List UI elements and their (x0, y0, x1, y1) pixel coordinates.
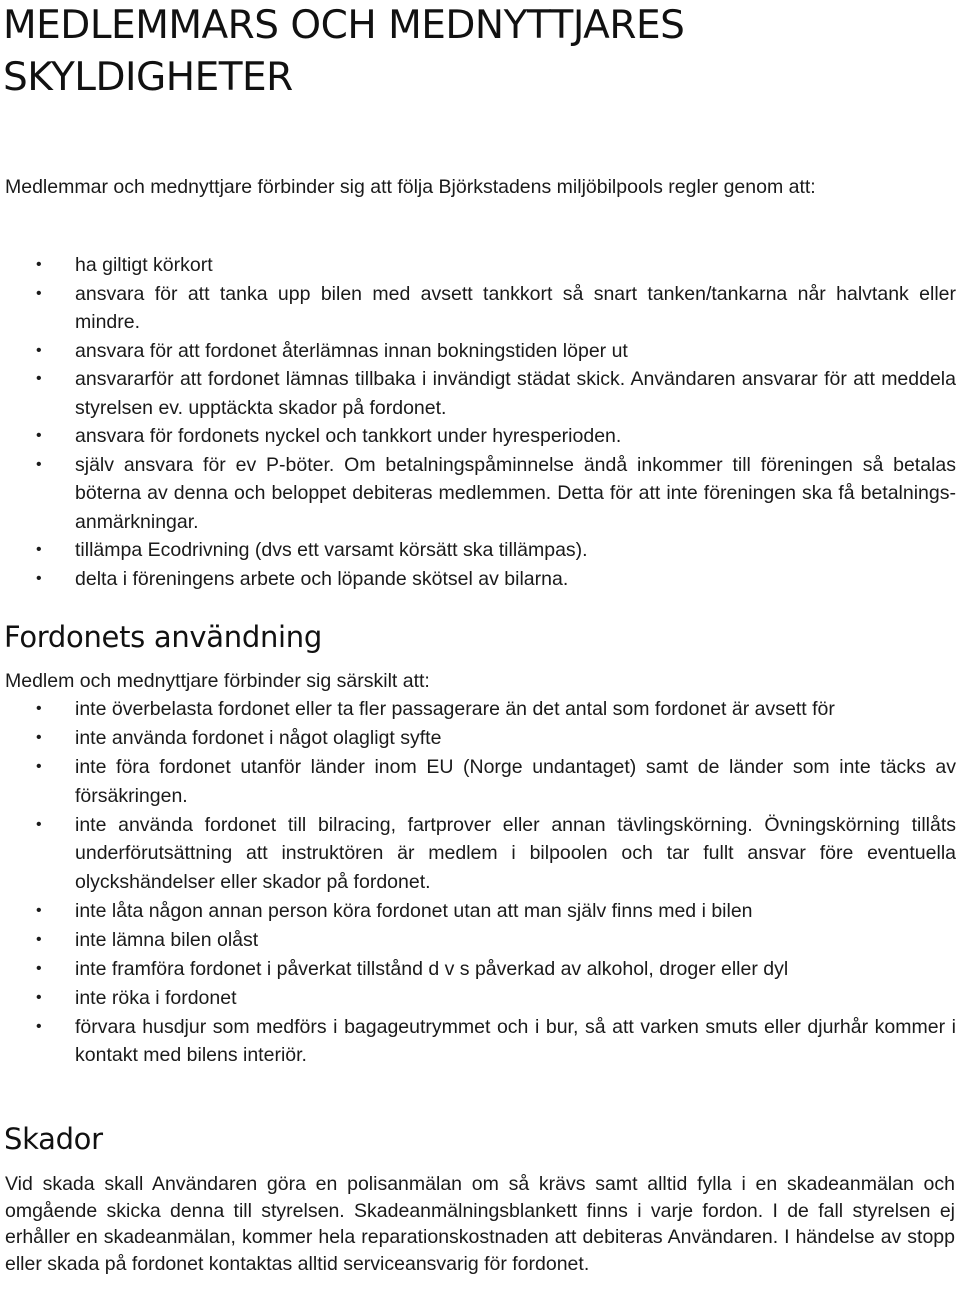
section-heading-damage: Skador (4, 1122, 103, 1156)
bullet-icon: • (36, 427, 42, 444)
bullet-icon: • (36, 729, 42, 746)
list-item-text: förvara husdjur som medförs i bagageutrymmet och i bur, så att varken smuts eller djurhår kommer i kontakt med bilens interiör. (75, 1015, 956, 1066)
list-item (0, 811, 960, 897)
list-item-text: ansvara för att fordonet återlämnas innan bokningstiden löper ut (75, 339, 628, 362)
list-item-text: tillämpa Ecodrivning (dvs ett varsamt körsätt ska tillämpas). (75, 539, 588, 561)
vehicle-use-intro: Medlem och mednyttjare förbinder sig särskilt att: (5, 670, 430, 692)
list-item (0, 955, 960, 984)
bullet-icon: • (36, 959, 42, 977)
list-item (0, 365, 960, 422)
list-item (0, 724, 960, 753)
list-item (0, 984, 960, 1013)
bullet-icon: • (36, 988, 42, 1006)
bullet-icon: • (36, 569, 42, 587)
bullet-icon: • (36, 815, 42, 833)
list-item-text: ansvara för fordonets nyckel och tankkort under hyresperioden. (75, 425, 622, 447)
list-item-text: ha giltigt körkort (75, 254, 213, 276)
list-item (0, 1013, 960, 1070)
list-item (0, 536, 960, 565)
bullet-icon: • (36, 341, 42, 359)
list-item (0, 565, 960, 594)
list-item (0, 897, 960, 926)
list-item-text: ansvara för att tanka upp bilen med avsett tankkort så snart tanken/tankarna når halvtank eller mindre. (75, 282, 956, 333)
list-item-text: inte låta någon annan person köra fordonet utan att man själv finns med i bilen (75, 899, 753, 922)
bullet-icon: • (36, 1017, 42, 1035)
bullet-icon: • (36, 901, 42, 919)
list-item (0, 753, 960, 810)
duties-list (0, 251, 960, 593)
damage-paragraph: Vid skada skall Användaren göra en polisanmälan om så krävs samt alltid fylla i en skadeanmälan och omgående skicka denna till styrelsen. Skadeanmälningsblankett finns i varje fordon. I de fall styrelsen ej erhåller en skadeanmälan, kommer hela reparationskostnaden att debiteras Användaren. I händelse av stopp eller skada på fordonet kontaktas alltid serviceansvarig för fordonet. (5, 1173, 955, 1275)
bullet-icon: • (36, 700, 42, 717)
page-title: MEDLEMMARS OCH MEDNYTTJARES SKYLDIGHETER (3, 3, 685, 100)
bullet-icon: • (36, 455, 42, 473)
bullet-icon: • (36, 284, 42, 302)
list-item (0, 451, 960, 537)
intro-paragraph: Medlemmar och mednyttjare förbinder sig att följa Björkstadens miljöbilpools regler genom att: (5, 176, 816, 198)
list-item (0, 280, 960, 337)
list-item-text: själv ansvara för ev P-böter. Om betalningspåminnelse ändå inkommer till föreningen så betalas böterna av denna och beloppet debiteras medlemmen. Detta för att inte föreningen ska få betalnings-anmärkningar. (75, 453, 956, 533)
list-item (0, 422, 960, 451)
list-item-text: inte lämna bilen olåst (75, 928, 259, 951)
list-item (0, 695, 960, 724)
list-item (0, 251, 960, 280)
list-item (0, 337, 960, 366)
list-item-text: delta i föreningens arbete och löpande skötsel av bilarna. (75, 567, 569, 590)
list-item-text: ansvararför att fordonet lämnas tillbaka i invändigt städat skick. Användaren ansvarar för att meddela styrelsen ev. upptäckta skador på fordonet. (75, 368, 956, 419)
bullet-icon: • (36, 256, 42, 273)
list-item (0, 926, 960, 955)
list-item-text: inte framföra fordonet i påverkat tillstånd d v s påverkad av alkohol, droger eller dyl (75, 957, 789, 980)
bullet-icon: • (36, 370, 42, 387)
bullet-icon: • (36, 758, 42, 775)
list-item-text: inte föra fordonet utanför länder inom EU (Norge undantaget) samt de länder som inte täcks av försäkringen. (75, 756, 956, 807)
list-item-text: inte använda fordonet till bilracing, fartprover eller annan tävlingskörning. Övningskörning tillåts underförutsättning att instruktören är medlem i bilpoolen och tar fullt ansvar före eventuella olyckshändelser eller skador på fordonet. (75, 813, 956, 893)
list-item-text: inte överbelasta fordonet eller ta fler passagerare än det antal som fordonet är avsett för (75, 698, 835, 720)
bullet-icon: • (36, 541, 42, 558)
vehicle-rules-list (0, 695, 960, 1070)
list-item-text: inte röka i fordonet (75, 986, 237, 1009)
list-item-text: inte använda fordonet i något olagligt syfte (75, 727, 442, 749)
bullet-icon: • (36, 930, 42, 948)
section-heading-vehicle-use: Fordonets användning (4, 620, 322, 654)
